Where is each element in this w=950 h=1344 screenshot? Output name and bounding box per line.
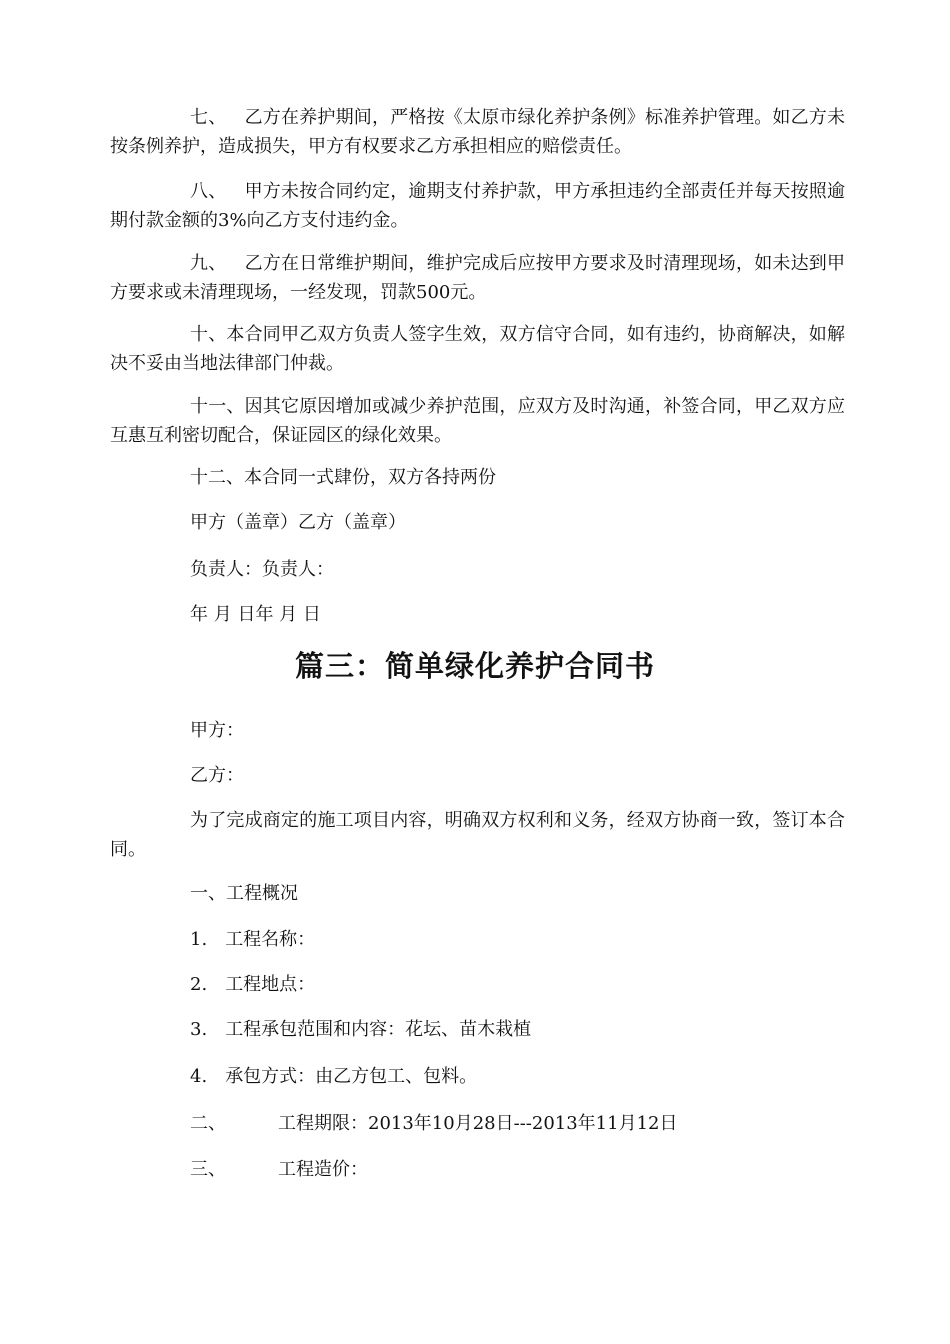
project-item-2 (190, 970, 315, 999)
project-cost-line (190, 1155, 368, 1184)
clause-11: 十一、因其它原因增加或减少养护范围，应双方及时沟通，补签合同，甲乙双方应互惠互利密切配合，保证园区的绿化效果。 (110, 396, 845, 446)
project-item-2-text: 工程地点： (225, 974, 316, 995)
clause-7 (110, 103, 845, 161)
clause-9-number: 九、 (190, 253, 227, 274)
clause-8 (110, 177, 845, 235)
clause-9 (110, 249, 845, 307)
project-item-1 (190, 925, 315, 954)
clause-7-text: 乙方在养护期间，严格按《太原市绿化养护条例》标准养护管理。如乙方未按条例养护，造成损失，甲方有权要求乙方承担相应的赔偿责任。 (110, 107, 846, 157)
project-item-2-number: 2. (190, 974, 208, 995)
project-item-4-text: 承包方式：由乙方包工、包料。 (225, 1066, 478, 1087)
signature-responsible-line: 负责人：负责人： (190, 559, 334, 580)
signature-seal-line: 甲方（盖章）乙方（盖章） (190, 512, 406, 533)
signature-date-line: 年 月 日年 月 日 (190, 604, 321, 625)
clause-8-text: 甲方未按合同约定，逾期支付养护款，甲方承担违约全部责任并每天按照逾期付款金额的3%向乙方支付违约金。 (110, 181, 846, 231)
clause-9-text: 乙方在日常维护期间，维护完成后应按甲方要求及时清理现场，如未达到甲方要求或未清理现场，一经发现，罚款500元。 (110, 253, 846, 303)
project-cost-number: 三、 (190, 1159, 226, 1180)
section-title: 篇三：简单绿化养护合同书 (294, 649, 655, 683)
project-item-3 (190, 1015, 531, 1044)
project-item-1-text: 工程名称： (225, 929, 316, 950)
project-term-text: 工程期限：2013年10月28日---2013年11月12日 (278, 1113, 678, 1134)
clause-12: 十二、本合同一式肆份，双方各持两份 (190, 467, 496, 488)
project-item-3-number: 3. (190, 1019, 208, 1040)
project-term-number: 二、 (190, 1113, 226, 1134)
project-overview-heading: 一、工程概况 (190, 883, 298, 904)
intro-paragraph: 为了完成商定的施工项目内容，明确双方权利和义务，经双方协商一致，签订本合同。 (110, 810, 845, 860)
party-a-line: 甲方： (190, 720, 244, 741)
project-term-line (190, 1109, 677, 1138)
clause-7-number: 七、 (190, 107, 227, 128)
project-cost-text: 工程造价： (278, 1159, 368, 1180)
clause-8-number: 八、 (190, 181, 227, 202)
clause-10: 十、本合同甲乙双方负责人签字生效，双方信守合同，如有违约，协商解决，如解决不妥由当地法律部门仲裁。 (110, 324, 845, 374)
party-b-line: 乙方： (190, 765, 244, 786)
project-item-1-number: 1. (190, 929, 208, 950)
project-item-3-text: 工程承包范围和内容：花坛、苗木栽植 (225, 1019, 532, 1040)
project-item-4 (190, 1062, 477, 1091)
project-item-4-number: 4. (190, 1066, 208, 1087)
